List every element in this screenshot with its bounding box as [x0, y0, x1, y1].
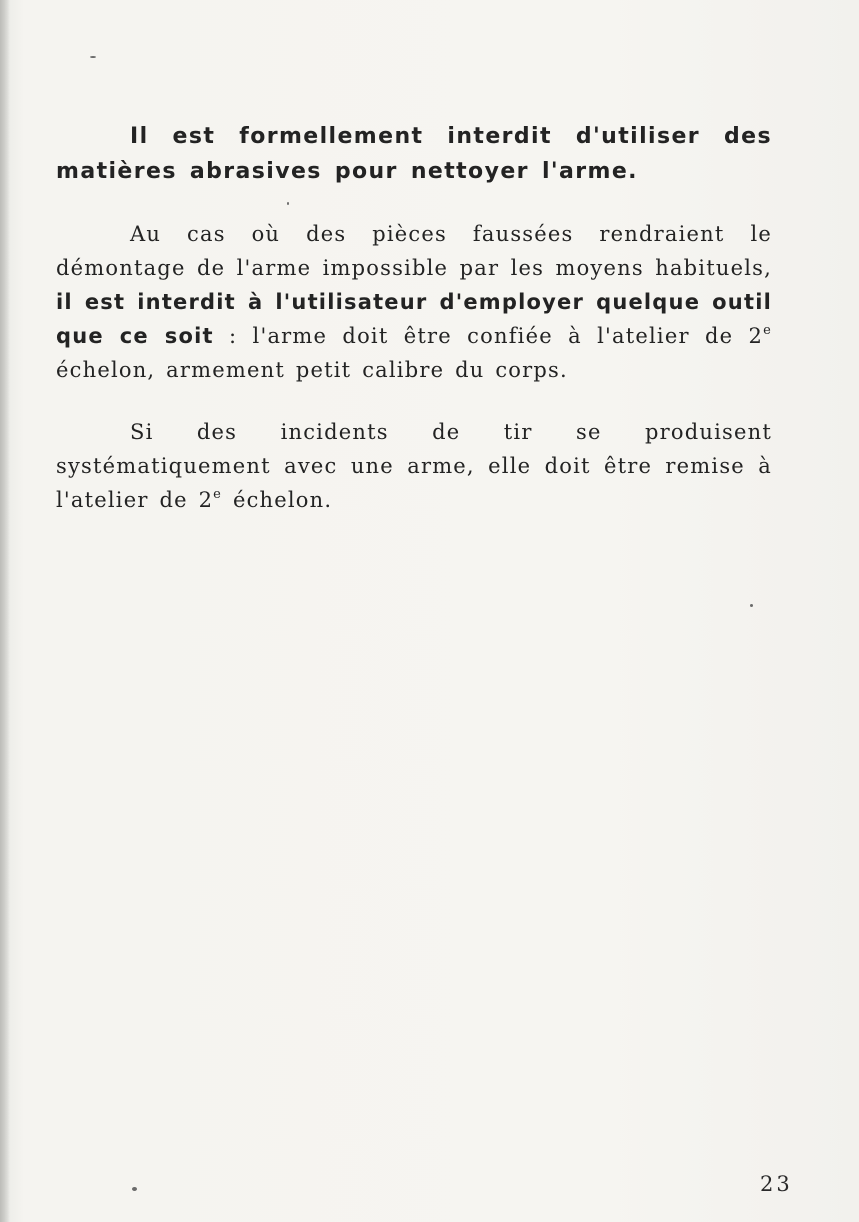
scan-speck — [750, 604, 753, 607]
firing-incidents-paragraph — [56, 415, 772, 517]
echelon-suffix: e — [763, 323, 772, 338]
echelon-tail: échelon. — [222, 488, 333, 512]
armament-unit-text: échelon, armement petit calibre du corps. — [56, 358, 568, 382]
disassembly-lead: Au cas où des pièces faussées rendraient le démontage de l'arme impossible par les moyens habituels, — [56, 222, 772, 280]
workshop-instruction: : l'arme doit être confiée à l'atelier de — [213, 324, 749, 348]
page-number: 23 — [760, 1172, 793, 1196]
warning-paragraph: Il est formellement interdit d'utiliser des matières abrasives pour nettoyer l'arme. — [56, 124, 772, 184]
scan-speck — [287, 202, 289, 205]
firing-incidents-lead: Si des incidents de tir se produisent systématiquement avec une arme, elle doit être remise à l'atelier de — [56, 420, 772, 512]
page-edge-shadow — [0, 0, 10, 1222]
echelon-number: 2 — [748, 324, 764, 348]
scan-speck — [132, 1187, 137, 1191]
disassembly-paragraph — [56, 217, 772, 387]
echelon-number: 2 — [198, 488, 214, 512]
scan-speck — [90, 56, 96, 58]
echelon-suffix: e — [213, 487, 223, 502]
tool-prohibition-text: il est interdit à l'utilisateur d'employer quelque outil que ce soit — [56, 290, 772, 348]
body-text — [56, 119, 772, 545]
